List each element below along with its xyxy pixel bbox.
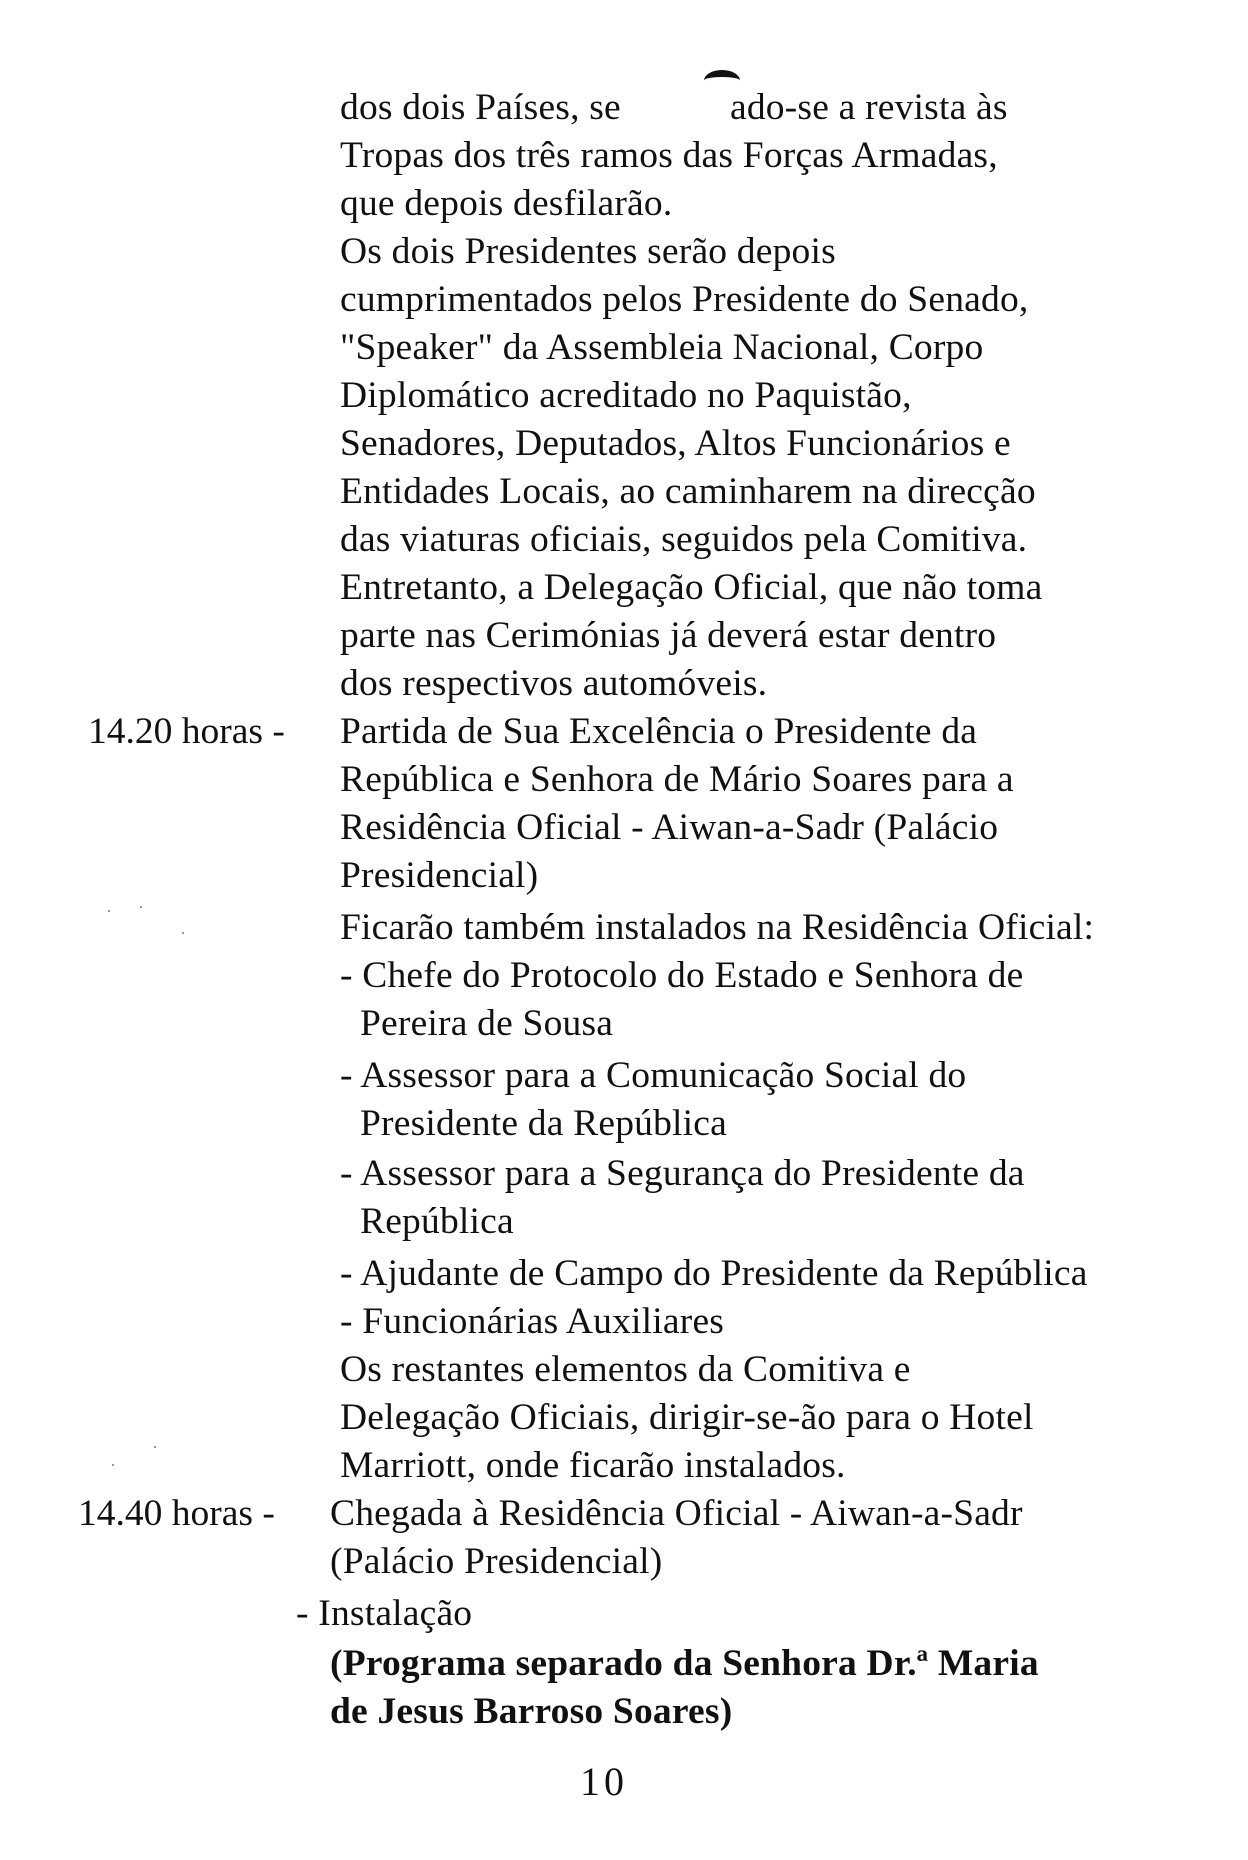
list-item: - Ajudante de Campo do Presidente da República [340, 1253, 1088, 1294]
list-item: - Chefe do Protocolo do Estado e Senhora de [340, 955, 1024, 996]
page-number: 10 [580, 1759, 628, 1804]
list-item: - Assessor para a Segurança do Presidente da [340, 1153, 1025, 1194]
text-line: Os dois Presidentes serão depois [340, 231, 836, 272]
text-line: República e Senhora de Mário Soares para a [340, 759, 1014, 800]
text-line: Diplomático acreditado no Paquistão, [340, 375, 912, 416]
text-line: (Palácio Presidencial) [330, 1541, 663, 1582]
time-label: 14.40 horas - [78, 1493, 275, 1534]
text-line: "Speaker" da Assembleia Nacional, Corpo [340, 327, 984, 368]
text-line: Presidente da República [360, 1103, 727, 1144]
text-line: Os restantes elementos da Comitiva e [340, 1349, 911, 1390]
scan-speck [112, 1464, 114, 1466]
list-item: - Funcionárias Auxiliares [340, 1301, 725, 1342]
text-line: Residência Oficial - Aiwan-a-Sadr (Palácio [340, 807, 999, 848]
text-line: que depois desfilarão. [340, 183, 673, 224]
bold-note: de Jesus Barroso Soares) [330, 1691, 733, 1732]
text-line: Senadores, Deputados, Altos Funcionários e [340, 423, 1011, 464]
text-line: ado-se a revista às [730, 87, 1008, 128]
text-line: das viaturas oficiais, seguidos pela Comitiva. [340, 519, 1028, 560]
text-line: dos respectivos automóveis. [340, 663, 768, 704]
text-line: cumprimentados pelos Presidente do Senado, [340, 279, 1029, 320]
time-label: 14.20 horas - [88, 711, 285, 752]
text-line: Partida de Sua Excelência o Presidente da [340, 711, 978, 752]
text-line: Pereira de Sousa [360, 1003, 614, 1044]
text-line: Delegação Oficiais, dirigir-se-ão para o Hotel [340, 1397, 1034, 1438]
scan-speck [140, 906, 142, 908]
scan-speck [108, 910, 110, 912]
text-line: Tropas dos três ramos das Forças Armadas, [340, 135, 998, 176]
text-line: Marriott, onde ficarão instalados. [340, 1445, 846, 1486]
text-line: Chegada à Residência Oficial - Aiwan-a-Sadr [330, 1493, 1023, 1534]
text-line: Ficarão também instalados na Residência Oficial: [340, 907, 1095, 948]
text-line: dos dois Países, se [340, 87, 621, 128]
text-line: Presidencial) [340, 855, 539, 896]
bold-note: (Programa separado da Senhora Dr.ª Maria [330, 1643, 1039, 1684]
text-line: Entidades Locais, ao caminharem na direcção [340, 471, 1036, 512]
text-line: República [360, 1201, 514, 1242]
list-item: - Assessor para a Comunicação Social do [340, 1055, 967, 1096]
text-line: Entretanto, a Delegação Oficial, que não toma [340, 567, 1043, 608]
list-item: - Instalação [296, 1593, 473, 1634]
scan-speck [154, 1446, 156, 1448]
text-line: parte nas Cerimónias já deverá estar dentro [340, 615, 997, 656]
scan-speck [182, 932, 184, 934]
